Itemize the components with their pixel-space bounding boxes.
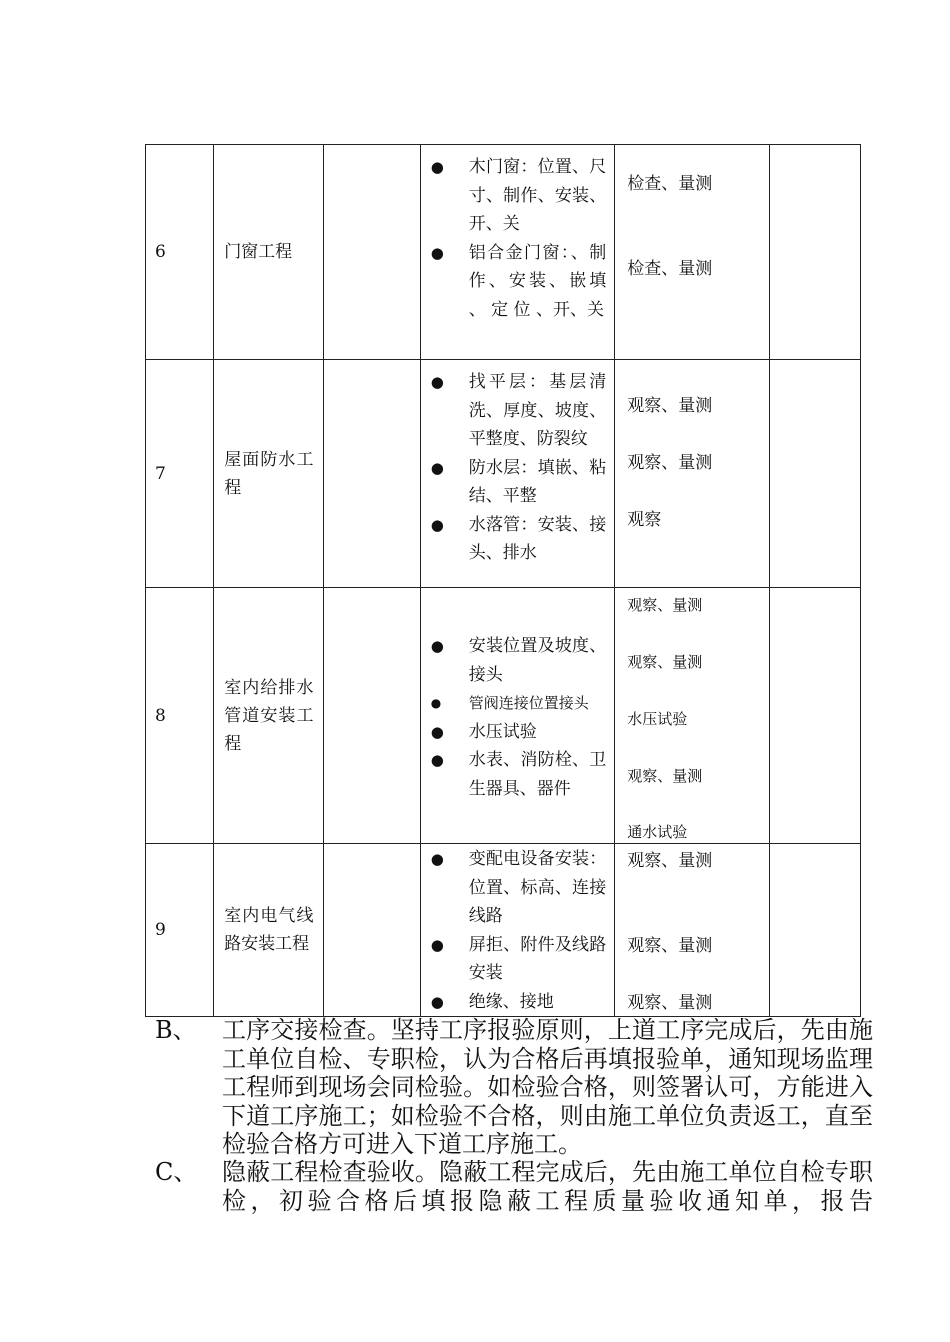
row-number: 7 xyxy=(146,360,214,588)
bullet-list xyxy=(421,845,607,1016)
table-row xyxy=(146,145,861,360)
project-name: 门窗工程 xyxy=(214,145,324,360)
blank-cell xyxy=(769,145,860,360)
bullet-icon: ● xyxy=(430,515,444,534)
blank-cell xyxy=(769,588,860,844)
paragraph-text: 隐蔽工程检查验收。隐蔽工程完成后，先由施工单位自检专职检，初验合格后填报隐蔽工程质量验收通知单，报告 xyxy=(222,1158,873,1215)
bullet-icon: ● xyxy=(430,722,444,741)
inspection-methods xyxy=(615,360,769,588)
table-row xyxy=(146,844,861,1017)
blank-cell xyxy=(324,588,420,844)
project-name: 室内电气线路安装工程 xyxy=(214,844,324,1017)
bullet-icon: ● xyxy=(430,935,444,954)
method-text: 检查、量测 xyxy=(627,259,713,279)
list-item: ● 木门窗：位置、尺寸、制作、安装、开、关 xyxy=(421,153,607,239)
paragraph-b xyxy=(155,1016,873,1159)
list-item: ● 绝缘、接地 xyxy=(421,988,607,1017)
bullet-icon: ● xyxy=(430,373,444,391)
list-item: ● 变配电设备安装：位置、标高、连接线路 xyxy=(421,845,607,931)
inspection-items xyxy=(420,145,615,360)
blank-cell xyxy=(769,844,860,1017)
bullet-icon: ● xyxy=(430,751,444,769)
list-item: ● 屏拒、附件及线路安装 xyxy=(421,931,607,988)
paragraph-label: B、 xyxy=(155,1016,197,1044)
bullet-icon: ● xyxy=(430,637,444,655)
method-text: 观察、量测 xyxy=(627,453,713,473)
method-text: 观察、量测 xyxy=(627,993,713,1013)
method-text: 观察、量测 xyxy=(627,767,703,785)
list-item: ● 找平层：基层清洗、厚度、坡度、平整度、防裂纹 xyxy=(421,368,607,454)
method-text: 观察 xyxy=(627,510,662,530)
row-number: 8 xyxy=(146,588,214,844)
inspection-table xyxy=(145,144,861,1017)
list-item: ● 水压试验 xyxy=(421,718,607,747)
inspection-methods xyxy=(615,145,769,360)
project-name: 室内给排水管道安装工程 xyxy=(214,588,324,844)
paragraph-text: 工序交接检查。坚持工序报验原则，上道工序完成后，先由施工单位自检、专职检，认为合格后再填报验单，通知现场监理工程师到现场会同检验。如检验合格，则签署认可，方能进入下道工序施工；如检验不合格，则由施工单位负责返工，直至检验合格方可进入下道工序施工。 xyxy=(222,1016,873,1158)
list-item: ● 铝合金门窗：、制作、安装、嵌填 、 定 位 、开、关 xyxy=(421,239,607,325)
method-text: 水压试验 xyxy=(627,710,688,728)
method-text: 观察、量测 xyxy=(627,396,713,416)
row-number: 9 xyxy=(146,844,214,1017)
inspection-items xyxy=(420,588,615,844)
list-item: ● 水落管：安装、接头、排水 xyxy=(421,511,607,568)
paragraph-label: C、 xyxy=(155,1158,198,1186)
bullet-icon: ● xyxy=(430,850,444,868)
table-row xyxy=(146,360,861,588)
bullet-icon: ● xyxy=(430,696,442,710)
bullet-list xyxy=(421,153,607,324)
row-number: 6 xyxy=(146,145,214,360)
inspection-methods xyxy=(615,844,769,1017)
blank-cell xyxy=(769,360,860,588)
method-text: 观察、量测 xyxy=(627,851,713,871)
bullet-icon: ● xyxy=(430,458,444,477)
inspection-methods xyxy=(615,588,769,844)
inspection-items xyxy=(420,360,615,588)
blank-cell xyxy=(324,844,420,1017)
method-text: 通水试验 xyxy=(627,823,688,841)
bullet-icon: ● xyxy=(430,243,444,262)
project-name: 屋面防水工程 xyxy=(214,360,324,588)
inspection-items xyxy=(420,844,615,1017)
method-text: 观察、量测 xyxy=(627,596,703,614)
table-row xyxy=(146,588,861,844)
bullet-icon: ● xyxy=(430,158,444,176)
method-text: 观察、量测 xyxy=(627,653,703,671)
blank-cell xyxy=(324,360,420,588)
blank-cell xyxy=(324,145,420,360)
list-item: ● 管阀连接位置接头 xyxy=(421,689,607,718)
bullet-list xyxy=(421,632,607,803)
method-text: 检查、量测 xyxy=(627,174,713,194)
bullet-icon: ● xyxy=(430,992,444,1011)
list-item: ● 水表、消防栓、卫生器具、器件 xyxy=(421,746,607,803)
list-item: ● 防水层：填嵌、粘结、平整 xyxy=(421,454,607,511)
paragraph-c xyxy=(155,1158,873,1215)
bullet-list xyxy=(421,368,607,568)
list-item: ● 安装位置及坡度、接头 xyxy=(421,632,607,689)
method-text: 观察、量测 xyxy=(627,936,713,956)
